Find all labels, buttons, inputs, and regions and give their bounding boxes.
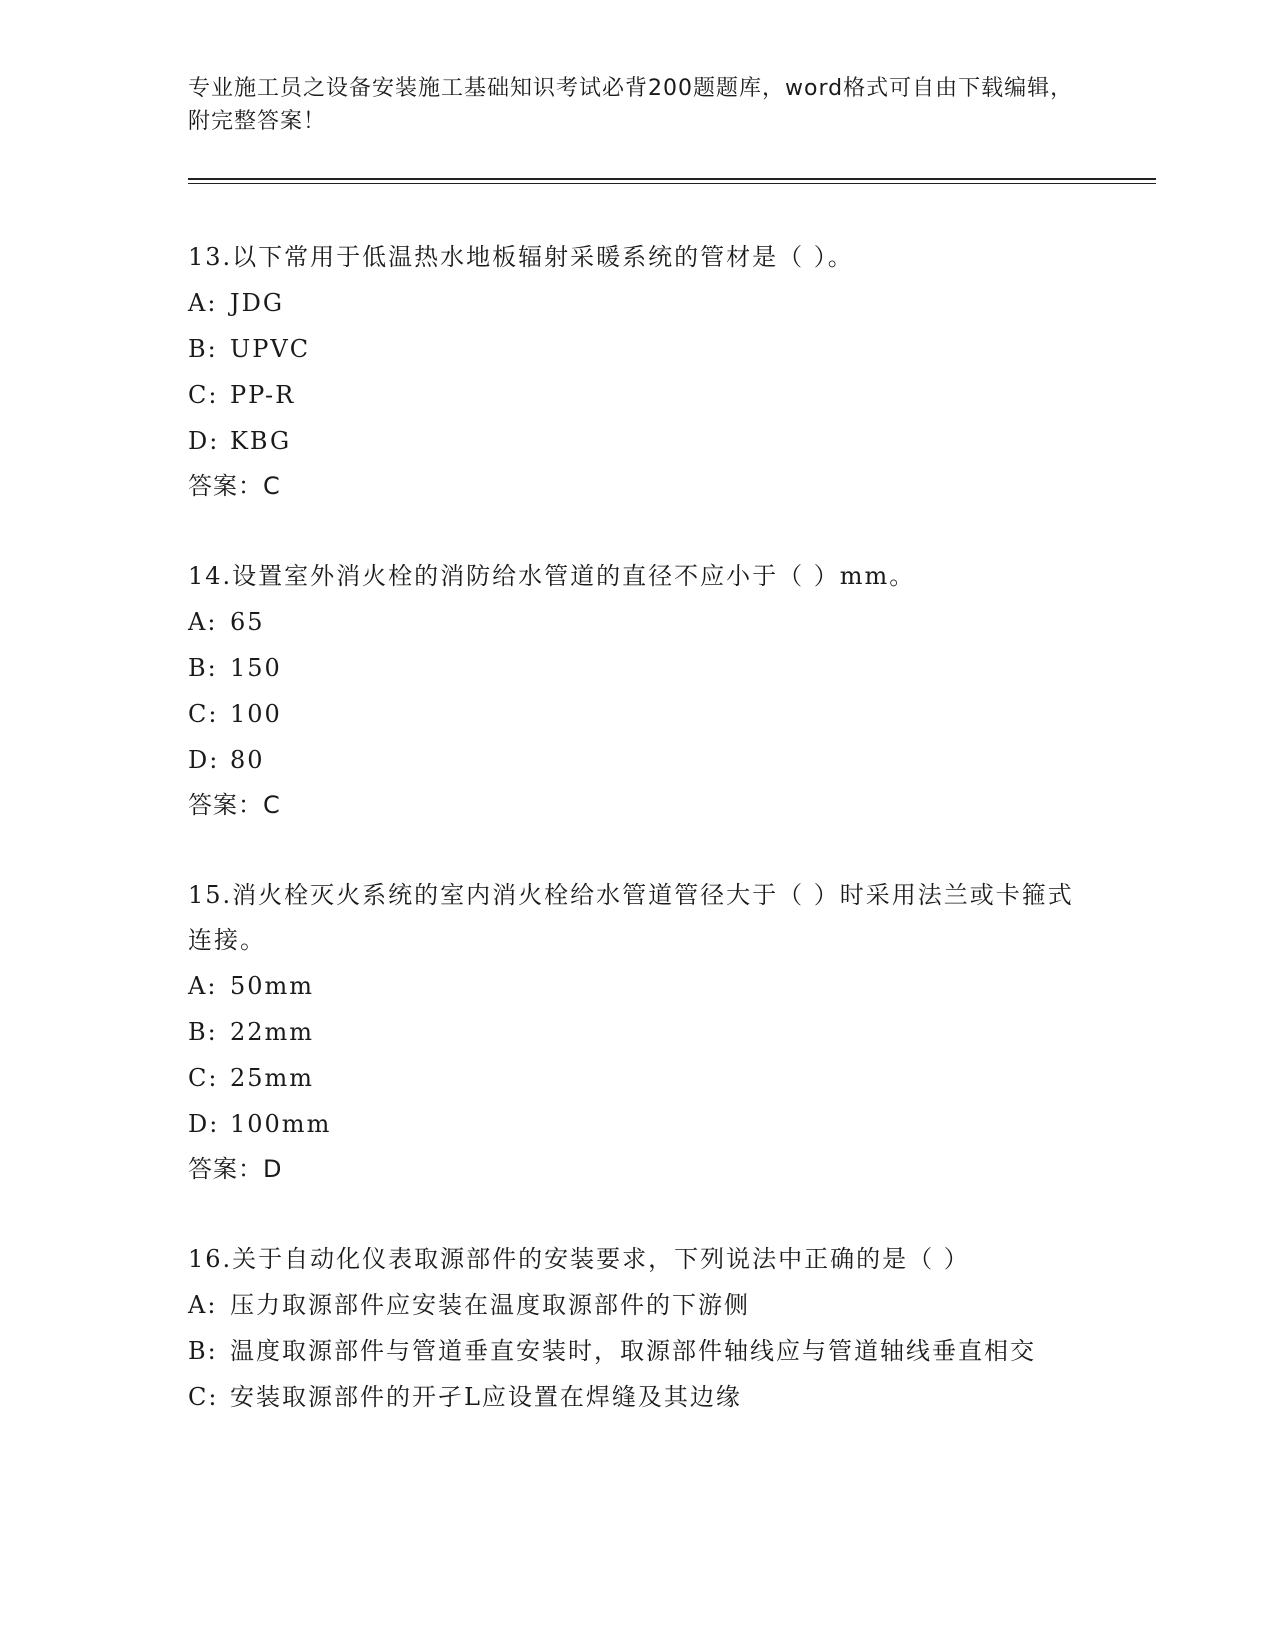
option-b <box>188 645 1088 691</box>
option-c <box>188 1374 1088 1420</box>
question-13 <box>188 235 1088 508</box>
option-text: UPVC <box>230 335 311 363</box>
option-d <box>188 1101 1088 1147</box>
option-letter: B: <box>188 1018 218 1046</box>
option-d <box>188 418 1088 464</box>
option-c <box>188 372 1088 418</box>
option-text: 安装取源部件的开孑L应设置在焊缝及其边缘 <box>230 1383 742 1411</box>
option-text: 100 <box>230 700 282 728</box>
option-b <box>188 1009 1088 1055</box>
option-text: JDG <box>230 289 285 317</box>
option-text: KBG <box>230 427 292 455</box>
option-letter: A: <box>188 1291 218 1319</box>
option-a <box>188 599 1088 645</box>
option-letter: C: <box>188 700 219 728</box>
option-a <box>188 1282 1088 1328</box>
option-letter: A: <box>188 972 218 1000</box>
option-a <box>188 280 1088 326</box>
option-text: 25mm <box>230 1064 315 1092</box>
question-text: 14.设置室外消火栓的消防给水管道的直径不应小于（ ）mm。 <box>188 562 916 590</box>
option-letter: C: <box>188 381 219 409</box>
option-b <box>188 1328 1088 1374</box>
option-text: 压力取源部件应安装在温度取源部件的下游侧 <box>230 1291 750 1319</box>
question-16 <box>188 1237 1088 1420</box>
option-text: 80 <box>230 746 265 774</box>
header-rule-thick <box>188 178 1156 180</box>
option-letter: C: <box>188 1383 219 1411</box>
option-letter: D: <box>188 1110 220 1138</box>
option-text: 22mm <box>230 1018 315 1046</box>
option-letter: B: <box>188 335 218 363</box>
option-letter: C: <box>188 1064 219 1092</box>
option-c <box>188 691 1088 737</box>
option-text: 65 <box>230 608 265 636</box>
answer-line: 答案：C <box>188 472 281 500</box>
option-letter: D: <box>188 746 220 774</box>
answer-line: 答案：D <box>188 1155 283 1183</box>
question-14 <box>188 554 1088 827</box>
option-d <box>188 737 1088 783</box>
option-letter: D: <box>188 427 220 455</box>
question-text: 16.关于自动化仪表取源部件的安装要求，下列说法中正确的是（ ） <box>188 1245 970 1273</box>
question-15 <box>188 873 1088 1191</box>
option-text: 100mm <box>230 1110 332 1138</box>
header-rule-thin <box>188 183 1156 184</box>
option-letter: B: <box>188 654 218 682</box>
question-text: 13.以下常用于低温热水地板辐射采暖系统的管材是（ ）。 <box>188 243 854 271</box>
option-letter: B: <box>188 1337 218 1365</box>
option-letter: A: <box>188 608 218 636</box>
option-text: 150 <box>230 654 282 682</box>
option-c <box>188 1055 1088 1101</box>
question-list <box>188 235 1088 1466</box>
option-a <box>188 963 1088 1009</box>
option-text: PP-R <box>230 381 296 409</box>
option-text: 温度取源部件与管道垂直安装时，取源部件轴线应与管道轴线垂直相交 <box>230 1337 1036 1365</box>
document-header: 专业施工员之设备安装施工基础知识考试必背200题题库，word格式可自由下载编辑，附完整答案！ <box>188 76 1074 134</box>
option-text: 50mm <box>230 972 315 1000</box>
option-letter: A: <box>188 289 218 317</box>
answer-line: 答案：C <box>188 791 281 819</box>
question-text: 15.消火栓灭火系统的室内消火栓给水管道管径大于（ ）时采用法兰或卡箍式连接。 <box>188 881 1074 954</box>
option-b <box>188 326 1088 372</box>
